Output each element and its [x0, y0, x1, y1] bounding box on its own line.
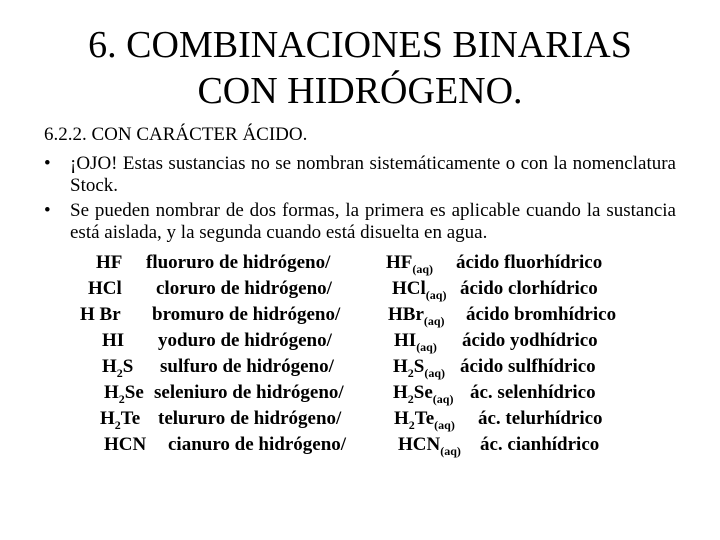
compound-formula: $H_2S$	[102, 356, 134, 380]
title-line-1: 6. COMBINACIONES BINARIAS	[88, 24, 632, 66]
compound-row	[0, 276, 720, 302]
compound-row	[0, 432, 720, 458]
compound-formula: HCl	[88, 278, 122, 299]
compound-name-acid: ácido sulfhídrico	[460, 356, 596, 377]
compound-formula-aq: $HI_{(aq)}$	[394, 330, 437, 354]
title-line-2: CON HIDRÓGENO.	[197, 70, 523, 112]
compound-name-acid: ác. cianhídrico	[480, 434, 600, 455]
compound-name-pure: sulfuro de hidrógeno/	[160, 356, 334, 377]
bullet-dot: •	[44, 200, 51, 221]
bullet-dot: •	[44, 153, 51, 174]
compound-formula-aq: $HCN_{(aq)}$	[398, 434, 461, 458]
compound-formula-aq: $H_2Se_{(aq)}$	[393, 382, 454, 406]
compound-formula-aq: $HF_{(aq)}$	[386, 252, 434, 276]
bullet-list	[44, 153, 676, 247]
compound-name-pure: seleniuro de hidrógeno/	[154, 382, 344, 403]
compound-name-pure: cianuro de hidrógeno/	[168, 434, 347, 455]
compound-name-pure: cloruro de hidrógeno/	[156, 278, 332, 299]
compound-formula: H Br	[80, 304, 121, 325]
compound-name-pure: bromuro de hidrógeno/	[152, 304, 341, 325]
compound-name-acid: ác. telurhídrico	[478, 408, 603, 429]
bullet-item	[44, 200, 676, 244]
compound-formula-aq: HBr$_{(aq)}$	[388, 304, 445, 328]
compound-list	[0, 250, 720, 458]
bullet-text: ¡OJO! Estas sustancias no se nombran sistemáticamente o con la nomenclatura Stock.	[70, 153, 676, 196]
compound-row	[0, 406, 720, 432]
compound-formula: HF	[96, 252, 123, 273]
compound-formula-aq: HCl$_{(aq)}$	[392, 278, 447, 302]
compound-formula: $H_2Se$	[104, 382, 144, 406]
compound-name-acid: ácido fluorhídrico	[456, 252, 603, 273]
page-title	[0, 22, 720, 114]
compound-name-acid: ácido clorhídrico	[460, 278, 598, 299]
compound-row	[0, 380, 720, 406]
bullet-text: Se pueden nombrar de dos formas, la primera es aplicable cuando la sustancia está aislada, y la segunda cuando está disuelta en agua.	[70, 200, 676, 243]
compound-name-acid: ácido yodhídrico	[462, 330, 598, 351]
compound-formula: $H_2Te$	[100, 408, 141, 432]
section-heading: 6.2.2. CON CARÁCTER ÁCIDO.	[44, 124, 308, 145]
compound-formula-aq: $H_2Te_{(aq)}$	[394, 408, 455, 432]
compound-name-acid: ácido bromhídrico	[466, 304, 617, 325]
compound-name-pure: fluoruro de hidrógeno/	[146, 252, 331, 273]
compound-row	[0, 250, 720, 276]
compound-formula: HI	[102, 330, 125, 351]
compound-formula: HCN	[104, 434, 147, 455]
compound-name-pure: yoduro de hidrógeno/	[158, 330, 332, 351]
bullet-item	[44, 153, 676, 197]
compound-name-acid: ác. selenhídrico	[470, 382, 596, 403]
compound-name-pure: telururo de hidrógeno/	[158, 408, 342, 429]
compound-row	[0, 354, 720, 380]
compound-row	[0, 302, 720, 328]
compound-formula-aq: $H_2S_{(aq)}$	[393, 356, 446, 380]
compound-row	[0, 328, 720, 354]
